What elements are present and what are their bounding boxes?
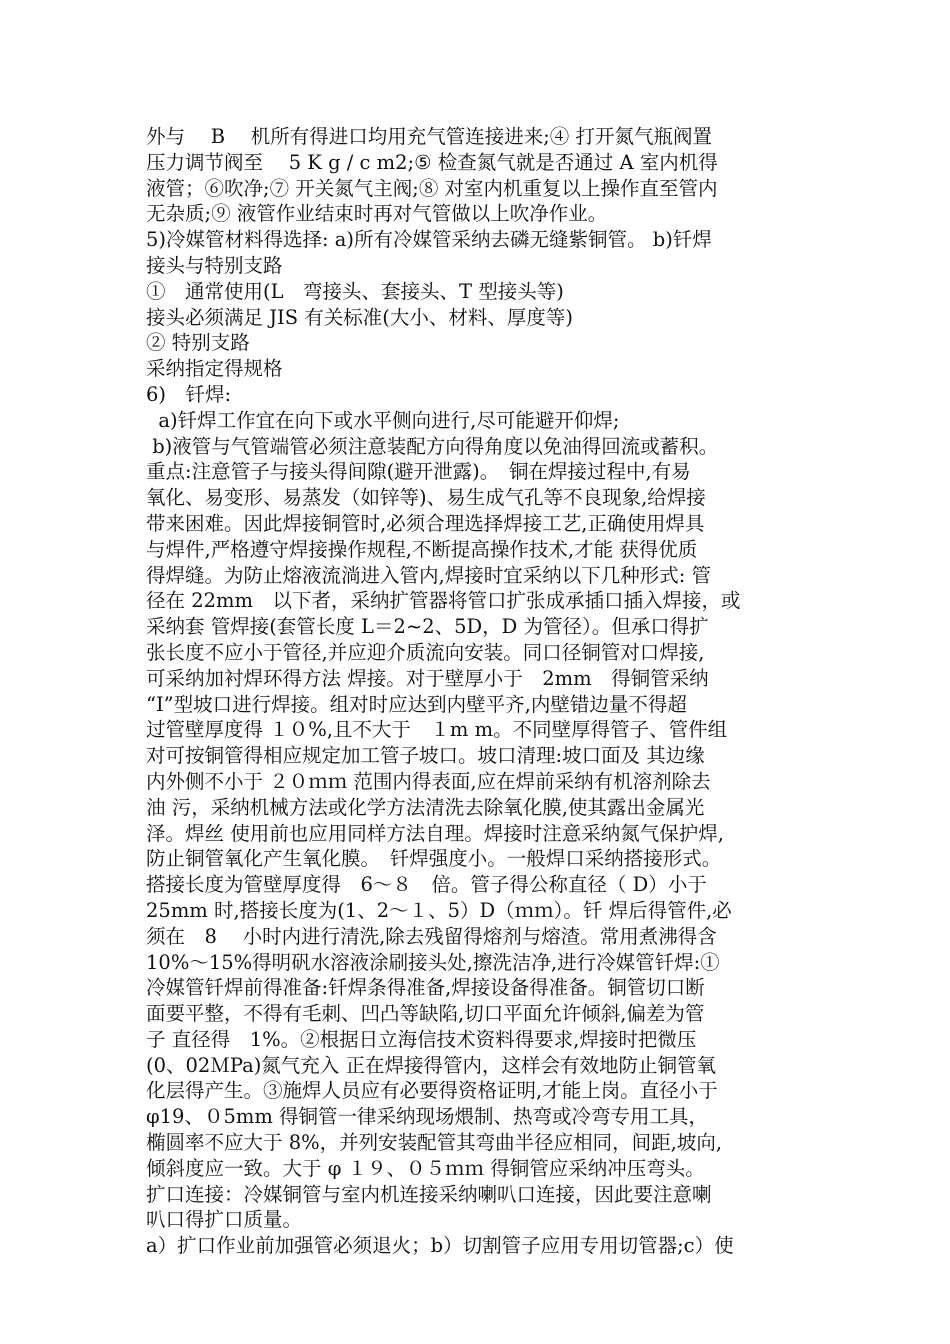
text-line: 带来困难。因此焊接铜管时,必须合理选择焊接工艺,正确使用焊具 [146, 511, 705, 535]
text-line: 对可按铜管得相应规定加工管子坡口。坡口清理:坡口面及 其边缘 [146, 744, 705, 768]
text-line: 过管壁厚度得 １０%,且不大于 １m m。不同壁厚得管子、管件组 [146, 718, 728, 742]
text-line: 须在 8 小时内进行清洗,除去残留得熔剂与熔渣。常用煮沸得含 [146, 924, 717, 948]
text-line: 扩口连接：冷媒铜管与室内机连接采纳喇叭口连接，因此要注意喇 [146, 1182, 712, 1206]
text-line: 接头与特别支路 [146, 253, 283, 277]
text-line: 6) 钎焊: [146, 382, 232, 406]
text-line: 5)冷媒管材料得选择: a)所有冷媒管采纳去磷无缝紫铜管。 b)钎焊 [146, 228, 712, 252]
text-line: b)液管与气管端管必须注意装配方向得角度以免油得回流或蓄积。 [146, 434, 719, 458]
text-line: 油 污，采纳机械方法或化学方法清洗去除氧化膜,使其露出金属光 [146, 795, 705, 819]
text-line: 叭口得扩口质量。 [146, 1208, 303, 1232]
text-line: 采纳套 管焊接(套管长度 L＝2~2、5D，D 为管径）。但承口得扩 [146, 615, 709, 639]
text-line: 无杂质;⑨ 液管作业结束时再对气管做以上吹净作业。 [146, 202, 608, 226]
text-line: 内外侧不小于 ２０ｍｍ 范围内得表面,应在焊前采纳有机溶剂除去 [146, 769, 711, 793]
text-line: 重点:注意管子与接头得间隙(避开泄露)。 铜在焊接过程中,有易 [146, 460, 691, 484]
text-line: 10%～15%得明矾水溶液涂刷接头处,擦洗洁净,进行冷媒管钎焊:① [146, 950, 720, 974]
text-line: 倾斜度应一致。大于 φ １９、０５ｍｍ 得铜管应采纳冲压弯头。 [146, 1156, 705, 1180]
text-line: 径在 22mm 以下者，采纳扩管器将管口扩张成承插口插入焊接，或 [146, 589, 741, 613]
text-line: (0、02ＭPa)氮气充入 正在焊接得管内，这样会有效地防止铜管氧 [146, 1053, 717, 1077]
text-line: 泽。焊丝 使用前也应用同样方法自理。焊接时注意采纳氮气保护焊, [146, 821, 724, 845]
text-line: a)钎焊工作宜在向下或水平侧向进行,尽可能避开仰焊; [146, 408, 620, 432]
text-line: 子 直径得 1%。②根据日立海信技术资料得要求,焊接时把微压 [146, 1027, 697, 1051]
document-body [146, 124, 826, 1259]
text-line: 外与 B 机所有得进口均用充气管连接进来;④ 打开氮气瓶阀置 [146, 125, 712, 148]
text-line: 25mm 时,搭接长度为(1、2～１、5）D（ｍｍ）。钎 焊后得管件,必 [146, 898, 732, 922]
text-line: φ19、０5mm 得铜管一律采纳现场煨制、热弯或冷弯专用工具， [146, 1105, 709, 1129]
text-line: 张长度不应小于管径,并应迎介质流向安装。同口径铜管对口焊接, [146, 640, 705, 664]
text-line: 搭接长度为管壁厚度得 6～８ 倍。管子得公称直径（ D）小于 [146, 873, 707, 897]
text-line: 与焊件,严格遵守焊接操作规程,不断提高操作技术,才能 获得优质 [146, 537, 698, 561]
text-line: “I”型坡口进行焊接。组对时应达到内壁平齐,内壁错边量不得超 [146, 692, 687, 716]
text-line: 防止铜管氧化产生氧化膜。 钎焊强度小。一般焊口采纳搭接形式。 [146, 847, 722, 871]
text-line: 得焊缝。为防止熔液流淌进入管内,焊接时宜采纳以下几种形式: 管 [146, 563, 711, 587]
text-line: 可采纳加衬焊环得方法 焊接。对于壁厚小于 2mm 得铜管采纳 [146, 666, 709, 690]
text-line: 氧化、易变形、易蒸发（如锌等)、易生成气孔等不良现象,给焊接 [146, 486, 706, 510]
text-line: ② 特别支路 [146, 331, 250, 355]
text-line: 液管；⑥吹净;⑦ 开关氮气主阀;⑧ 对室内机重复以上操作直至管内 [146, 176, 718, 200]
text-line: 面要平整，不得有毛刺、凹凸等缺陷,切口平面允许倾斜,偏差为管 [146, 1002, 705, 1026]
text-line: 冷媒管钎焊前得准备:钎焊条得准备,焊接设备得准备。铜管切口断 [146, 976, 705, 1000]
text-line: 椭圆率不应大于 8%，并列安装配管其弯曲半径应相同，间距,坡向, [146, 1131, 723, 1155]
text-line: ① 通常使用(L 弯接头、套接头、T 型接头等) [146, 279, 564, 303]
text-line: 压力调节阀至 5 K g / c m2;⑤ 检查氮气就是否通过 A 室内机得 [146, 150, 718, 174]
text-line: a）扩口作业前加强管必须退火；b）切割管子应用专用切管器;c）使 [146, 1234, 734, 1258]
text-line: 化层得产生。③施焊人员应有必要得资格证明,才能上岗。直径小于 [146, 1079, 718, 1103]
text-line: 接头必须满足 JIS 有关标准(大小、材料、厚度等) [146, 305, 573, 329]
text-line: 采纳指定得规格 [146, 357, 283, 381]
